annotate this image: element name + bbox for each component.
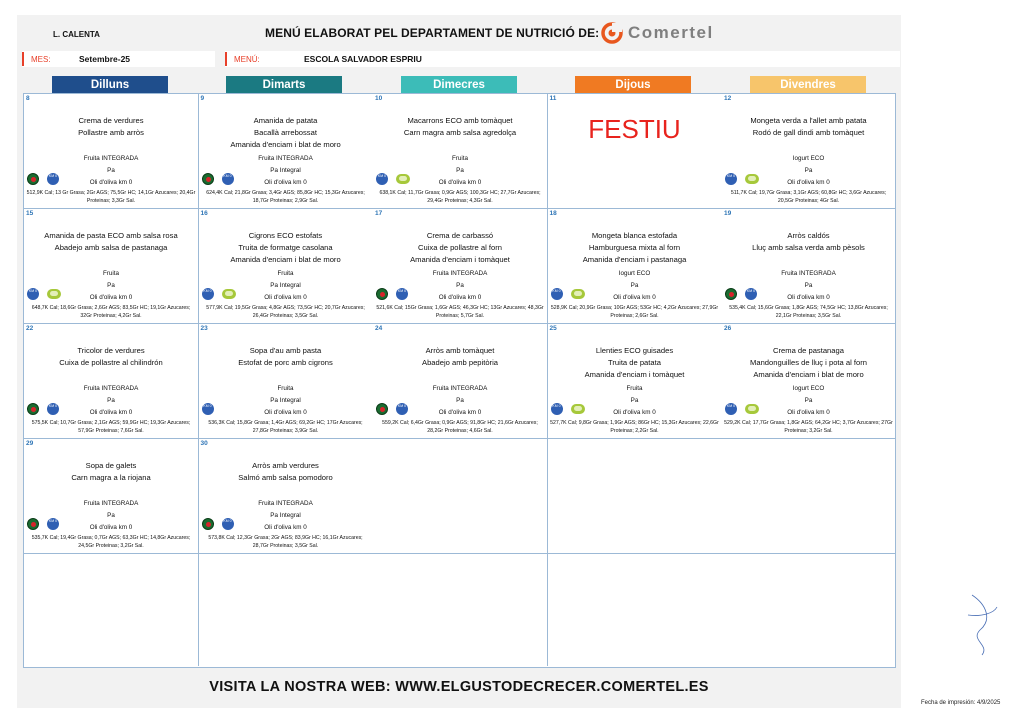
dish-1: Arròs amb tomàquet — [425, 346, 495, 355]
oil-text: Oli d'oliva km 0 — [787, 294, 830, 301]
menu-label: MENÚ: — [234, 54, 260, 64]
apple-icon — [725, 288, 737, 300]
oil-text: Oli d'oliva km 0 — [438, 294, 482, 301]
dish-2: Carn magra a la riojana — [71, 473, 151, 482]
day-number: 16 — [200, 210, 208, 217]
day-number: 15 — [26, 210, 34, 217]
day-cell-17 — [373, 209, 548, 324]
dessert-text: Fruita INTEGRADA — [258, 500, 313, 507]
empty-cell — [722, 439, 895, 554]
nutrition-text: 512,9K Cal; 13 Gr Grasa; 2Gr AGS; 75,5Gr HC; 14,1Gr Azucares; 20,4Gr Proteinas; 3,3Gr Sal. — [26, 190, 196, 204]
weekday-header-dijous: Dijous — [575, 76, 691, 93]
km0-icon: KM 0 — [222, 518, 234, 530]
dish-2: Bacallà arrebossat — [254, 128, 317, 137]
dish-1: Mongeta verda a l'allet amb patata — [750, 116, 867, 125]
weekday-header-dimecres: Dimecres — [401, 76, 517, 93]
nutrition-text: 648,7K Cal; 18,6Gr Grasa; 2,6Gr AGS; 83,5Gr HC; 19,1Gr Azucares; 32Gr Proteinas; 4,2Gr Sal. — [31, 305, 191, 319]
bread-text: Pa — [456, 397, 464, 404]
nutrition-text: 521,6K Cal; 15Gr Grasa; 1,6Gr AGS; 46,3Gr HC; 13Gr Azucares; 48,3Gr Proteinas; 5,7Gr Sal. — [376, 305, 544, 319]
day-cell-12 — [722, 94, 895, 209]
dish-2: Salmó amb salsa pomodoro — [238, 473, 333, 482]
oil-text: Oli d'oliva km 0 — [89, 409, 133, 416]
oil-text: Oli d'oliva km 0 — [787, 409, 830, 416]
bread-text: Pa — [456, 282, 464, 289]
menu-marker — [225, 52, 227, 66]
dish-1: Crema de pastanaga — [773, 346, 844, 355]
km0-icon: KM 0 — [202, 288, 214, 300]
day-number: 26 — [724, 325, 732, 332]
km0-icon: KM 0 — [396, 288, 408, 300]
nutrition-text: 529,2K Cal; 17,7Gr Grasa; 1,8Gr AGS; 64,2Gr HC; 3,7Gr Azucares; 27Gr Proteinas; 3,2Gr Sal. — [724, 420, 893, 434]
dish-2: Carn magra amb salsa agredolça — [403, 128, 517, 137]
day-cell-15 — [24, 209, 199, 324]
month-label: MES: — [31, 54, 51, 64]
apple-icon — [376, 403, 388, 415]
dessert-text: Fruita INTEGRADA — [781, 270, 836, 277]
oil-text: Oli d'oliva km 0 — [264, 524, 307, 531]
dessert-text: Iogurt ECO — [618, 270, 651, 277]
nutrition-text: 535,7K Cal; 19,4Gr Grasa; 0,7Gr AGS; 63,3Gr HC; 14,8Gr Azucares; 24,5Gr Proteinas; 3,2Gr Sal. — [31, 535, 191, 549]
bread-text: Pa — [107, 397, 115, 404]
day-cell-30 — [199, 439, 374, 554]
dessert-text: Fruita — [451, 155, 469, 162]
dish-1: Llenties ECO guisades — [595, 346, 674, 355]
dish-2: Truita de patata — [608, 358, 661, 367]
signature-icon — [942, 585, 1002, 685]
month-value: Setembre-25 — [79, 54, 131, 64]
dish-2: Pollastre amb arròs — [78, 128, 144, 137]
dessert-text: Fruita — [626, 385, 643, 392]
nutrition-text: 638,1K Cal; 11,7Gr Grasa; 0,9Gr AGS; 100,3Gr HC; 27,7Gr Azucares; 29,4Gr Proteinas; 4,3Gr Sal. — [379, 190, 541, 204]
print-date: Fecha de impresión: 4/9/2025 — [921, 700, 1001, 706]
comertel-logo-icon — [601, 22, 623, 44]
dessert-text: Fruita INTEGRADA — [83, 385, 139, 392]
day-number: 30 — [200, 440, 208, 447]
day-cell-18 — [548, 209, 723, 324]
apple-icon — [27, 403, 39, 415]
km0-icon: KM 0 — [202, 403, 214, 415]
km0-icon: KM 0 — [725, 173, 737, 185]
dish-1: Sopa d'au amb pasta — [249, 346, 322, 355]
dish-1: Amanida de pasta ECO amb salsa rosa — [44, 231, 178, 240]
oil-text: Oli d'oliva km 0 — [264, 294, 307, 301]
km0-icon: KM 0 — [27, 288, 39, 300]
weekday-header-dimarts: Dimarts — [226, 76, 342, 93]
eco-icon — [47, 289, 61, 299]
dish-1: Tricolor de verdures — [77, 346, 145, 355]
dish-2: Hamburguesa mixta al forn — [588, 243, 681, 252]
oil-text: Oli d'oliva km 0 — [264, 409, 307, 416]
dish-2: Cuixa de pollastre al chilindrón — [59, 358, 163, 367]
header-bar — [17, 15, 901, 53]
signature-block — [942, 585, 1002, 685]
day-cell-8 — [24, 94, 199, 209]
oil-text: Oli d'oliva km 0 — [613, 294, 656, 301]
nutrition-text: 624,4K Cal; 21,8Gr Grasa; 3,4Gr AGS; 85,8Gr HC; 15,3Gr Azucares; 18,7Gr Proteinas; 2,9Gr Sal. — [206, 190, 365, 204]
oil-text: Oli d'oliva km 0 — [89, 294, 133, 301]
dessert-text: Fruita INTEGRADA — [432, 270, 488, 277]
bread-text: Pa Integral — [270, 282, 301, 289]
bread-text: Pa — [804, 167, 813, 174]
oil-text: Oli d'oliva km 0 — [613, 409, 656, 416]
dish-1: Sopa de galets — [85, 461, 137, 470]
holiday-label: FESTIU — [588, 114, 681, 144]
dish-1: Arròs amb verdures — [252, 461, 319, 470]
km0-icon: KM 0 — [725, 403, 737, 415]
dish-1: Mongeta blanca estofada — [591, 231, 678, 240]
day-number: 19 — [724, 210, 732, 217]
dish-2: Lluç amb salsa verda amb pèsols — [752, 243, 865, 252]
dessert-text: Fruita INTEGRADA — [83, 500, 139, 507]
apple-icon — [376, 288, 388, 300]
apple-icon — [202, 518, 214, 530]
day-cell-10 — [373, 94, 548, 209]
bread-text: Pa — [630, 282, 639, 289]
empty-cell — [722, 554, 895, 666]
dish-3: Amanida d'enciam i blat de moro — [230, 140, 341, 149]
bread-text: Pa — [107, 282, 115, 289]
brand-name: Comertel — [628, 23, 714, 42]
eco-icon — [745, 174, 759, 184]
nutrition-text: 559,2K Cal; 6,4Gr Grasa; 0,9Gr AGS; 91,8Gr HC; 21,6Gr Azucares; 28,2Gr Proteinas; 4,6Gr Sal. — [382, 420, 538, 434]
day-cell-25 — [548, 324, 723, 439]
dish-2: Abadejo amb salsa de pastanaga — [54, 243, 168, 252]
km0-icon: KM 0 — [551, 288, 563, 300]
oil-text: Oli d'oliva km 0 — [438, 409, 482, 416]
day-cell-22 — [24, 324, 199, 439]
oil-text: Oli d'oliva km 0 — [438, 179, 482, 186]
nutrition-text: 527,7K Cal; 9,8Gr Grasa; 1,9Gr AGS; 86Gr HC; 15,3Gr Azucares; 22,6Gr Proteinas; 2,2Gr Sal. — [550, 420, 719, 434]
center-label: L. CALENTA — [53, 30, 100, 39]
day-number: 9 — [200, 95, 205, 102]
weekday-header-divendres: Divendres — [750, 76, 866, 93]
bread-text: Pa — [804, 397, 813, 404]
bread-text: Pa Integral — [270, 512, 301, 519]
km0-icon: KM 0 — [396, 403, 408, 415]
km0-icon: KM 0 — [745, 288, 757, 300]
dish-2: Abadejo amb pepitòria — [422, 358, 498, 367]
nutrition-text: 536,3K Cal; 15,8Gr Grasa; 1,4Gr AGS; 69,2Gr HC; 17Gr Azucares; 27,8Gr Proteinas; 3,9Gr Sal. — [208, 420, 363, 434]
dish-3: Amanida d'enciam i tomàquet — [584, 370, 685, 379]
nutrition-text: 535,4K Cal; 15,6Gr Grasa; 1,8Gr AGS; 74,5Gr HC; 13,8Gr Azucares; 22,1Gr Proteinas; 3,5Gr Sal. — [729, 305, 888, 319]
nutrition-text: 575,5K Cal; 10,7Gr Grasa; 2,1Gr AGS; 59,9Gr HC; 19,3Gr Azucares; 57,9Gr Proteinas; 7,6Gr Sal. — [31, 420, 191, 434]
oil-text: Oli d'oliva km 0 — [787, 179, 830, 186]
oil-text: Oli d'oliva km 0 — [264, 179, 307, 186]
dish-1: Crema de carbassó — [426, 231, 494, 240]
bread-text: Pa — [107, 167, 115, 174]
km0-icon: KM 0 — [47, 403, 59, 415]
apple-icon — [202, 173, 214, 185]
month-marker — [22, 52, 24, 66]
empty-cell — [548, 554, 723, 666]
day-number: 10 — [375, 95, 383, 102]
eco-icon — [571, 404, 585, 414]
eco-icon — [745, 404, 759, 414]
weekday-header-dilluns: Dilluns — [52, 76, 168, 93]
dish-1: Macarrons ECO amb tomàquet — [407, 116, 513, 125]
day-cell-19 — [722, 209, 895, 324]
day-number: 12 — [724, 95, 732, 102]
dessert-text: Fruita INTEGRADA — [83, 155, 139, 162]
website-footer[interactable]: VISITA LA NOSTRA WEB: WWW.ELGUSTODECRECER.COMERTEL.ES — [209, 679, 709, 695]
dessert-text: Fruita INTEGRADA — [258, 155, 313, 162]
bread-text: Pa — [804, 282, 813, 289]
document-title: MENÚ ELABORAT PEL DEPARTAMENT DE NUTRICIÓ DE: — [265, 26, 600, 40]
dish-1: Cigrons ECO estofats — [248, 231, 323, 240]
dish-2: Cuixa de pollastre al forn — [418, 243, 502, 252]
dish-3: Amanida d'enciam i pastanaga — [582, 255, 687, 264]
bread-text: Pa — [456, 167, 464, 174]
empty-cell — [548, 439, 723, 554]
nutrition-text: 573,8K Cal; 12,3Gr Grasa; 2Gr AGS; 83,9Gr HC; 16,1Gr Azucares; 28,7Gr Proteinas; 3,5Gr Sal. — [208, 535, 363, 549]
dish-3: Amanida d'enciam i blat de moro — [230, 255, 341, 264]
day-number: 18 — [549, 210, 557, 217]
dish-3: Amanida d'enciam i blat de moro — [753, 370, 864, 379]
day-number: 29 — [26, 440, 34, 447]
day-number: 17 — [375, 210, 383, 217]
apple-icon — [27, 518, 39, 530]
dessert-text: Iogurt ECO — [792, 385, 825, 392]
apple-icon — [27, 173, 39, 185]
calendar-grid — [23, 93, 896, 668]
day-cell-23 — [199, 324, 374, 439]
day-number: 8 — [26, 95, 30, 102]
empty-cell — [24, 554, 199, 666]
km0-icon: KM 0 — [47, 173, 59, 185]
dish-1: Amanida de patata — [253, 116, 318, 125]
dish-2: Mandonguilles de lluç i pota al forn — [750, 358, 867, 367]
dish-2: Estofat de porc amb cigrons — [238, 358, 333, 367]
day-number: 24 — [375, 325, 383, 332]
oil-text: Oli d'oliva km 0 — [89, 179, 133, 186]
day-number: 25 — [549, 325, 557, 332]
dish-1: Arròs caldós — [787, 231, 830, 240]
bread-text: Pa Integral — [270, 167, 301, 174]
km0-icon: KM 0 — [376, 173, 388, 185]
menu-sheet — [17, 15, 901, 708]
day-cell-11 — [548, 94, 723, 209]
dish-1: Crema de verdures — [78, 116, 144, 125]
empty-cell — [199, 554, 374, 666]
day-cell-29 — [24, 439, 199, 554]
nutrition-text: 577,9K Cal; 19,5Gr Grasa; 4,8Gr AGS; 73,5Gr HC; 20,7Gr Azucares; 26,4Gr Proteinas; 3,5Gr Sal. — [206, 305, 365, 319]
day-cell-24 — [373, 324, 548, 439]
month-row — [22, 51, 215, 67]
nutrition-text: 528,9K Cal; 20,9Gr Grasa; 10Gr AGS; 53Gr HC; 4,2Gr Azucares; 27,9Gr Proteinas; 2,6Gr Sal. — [550, 305, 719, 319]
eco-icon — [571, 289, 585, 299]
km0-icon: KM 0 — [47, 518, 59, 530]
nutrition-text: 511,7K Cal; 19,7Gr Grasa; 3,1Gr AGS; 60,8Gr HC; 3,6Gr Azucares; 20,5Gr Proteinas; 4Gr Sal. — [730, 190, 887, 204]
km0-icon: KM 0 — [222, 173, 234, 185]
brand-logo — [601, 20, 714, 46]
empty-cell — [373, 554, 548, 666]
dessert-text: Fruita — [277, 385, 294, 392]
bread-text: Pa — [107, 512, 115, 519]
eco-icon — [222, 289, 236, 299]
day-cell-26 — [722, 324, 895, 439]
km0-icon: KM 0 — [551, 403, 563, 415]
dessert-text: Fruita INTEGRADA — [432, 385, 488, 392]
day-number: 22 — [26, 325, 34, 332]
empty-cell — [373, 439, 548, 554]
menu-row — [225, 51, 900, 67]
bread-text: Pa Integral — [270, 397, 301, 404]
menu-value: ESCOLA SALVADOR ESPRIU — [304, 54, 422, 64]
day-number: 11 — [549, 95, 557, 102]
day-cell-9 — [199, 94, 374, 209]
eco-icon — [396, 174, 410, 184]
dish-2: Truita de formatge casolana — [238, 243, 333, 252]
oil-text: Oli d'oliva km 0 — [89, 524, 133, 531]
dessert-text: Iogurt ECO — [792, 155, 825, 162]
dish-2: Rodó de gall dindi amb tomàquet — [752, 128, 865, 137]
day-cell-16 — [199, 209, 374, 324]
dessert-text: Fruita — [277, 270, 294, 277]
dessert-text: Fruita — [102, 270, 120, 277]
dish-3: Amanida d'enciam i tomàquet — [410, 255, 510, 264]
bread-text: Pa — [630, 397, 639, 404]
day-number: 23 — [200, 325, 208, 332]
